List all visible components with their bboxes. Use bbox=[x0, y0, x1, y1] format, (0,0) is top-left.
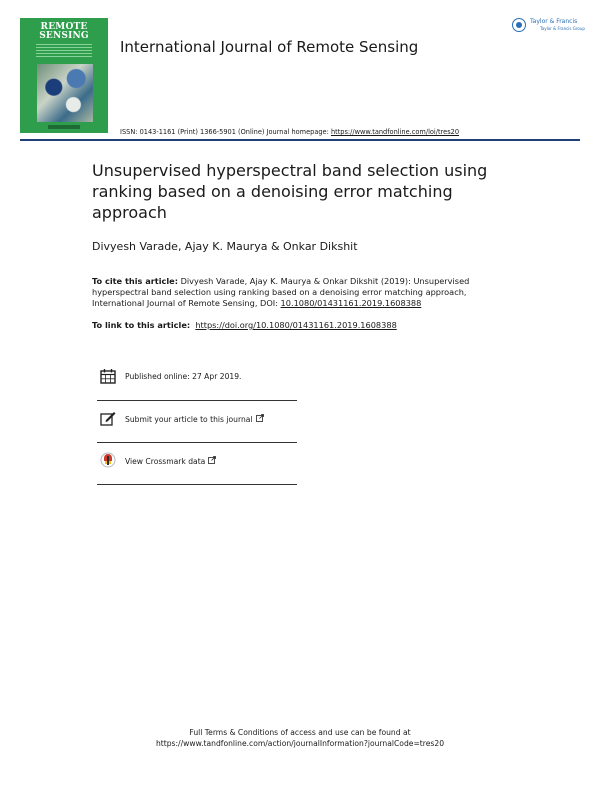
info-divider-3 bbox=[97, 484, 297, 485]
article-link-line bbox=[92, 320, 397, 330]
article-title: Unsupervised hyperspectral band selection using ranking based on a denoising error matching approach bbox=[92, 161, 488, 222]
crossmark-icon bbox=[100, 452, 116, 468]
publisher-logo-icon bbox=[512, 18, 526, 32]
submit-article-row[interactable] bbox=[97, 408, 297, 436]
crossmark-link[interactable] bbox=[125, 456, 216, 466]
crossmark-row[interactable] bbox=[97, 450, 297, 478]
submit-article-label: Submit your article to this journal bbox=[125, 415, 253, 424]
cover-satellite-image bbox=[37, 64, 93, 122]
footer bbox=[0, 727, 600, 749]
journal-title: International Journal of Remote Sensing bbox=[120, 38, 419, 56]
external-link-icon bbox=[256, 414, 264, 422]
cover-publisher-mark bbox=[48, 125, 80, 129]
journal-cover bbox=[20, 18, 108, 133]
cover-title-line2: SENSING bbox=[39, 31, 89, 41]
cite-doi-link[interactable]: 10.1080/01431161.2019.1608388 bbox=[280, 298, 422, 308]
calendar-icon bbox=[100, 368, 116, 384]
submit-article-link[interactable] bbox=[125, 414, 264, 424]
published-online-row bbox=[97, 366, 297, 394]
footer-terms-text: Full Terms & Conditions of access and use can be found at bbox=[189, 728, 411, 737]
publisher-logo-subtext: Taylor & Francis Group bbox=[540, 26, 585, 31]
publisher-logo-text: Taylor & Francis bbox=[530, 18, 578, 25]
journal-homepage-link[interactable]: https://www.tandfonline.com/loi/tres20 bbox=[330, 128, 460, 136]
published-online-text: Published online: 27 Apr 2019. bbox=[125, 372, 242, 381]
footer-terms-link[interactable]: https://www.tandfonline.com/action/journalInformation?journalCode=tres20 bbox=[155, 739, 445, 748]
article-authors: Divyesh Varade, Ajay K. Maurya & Onkar Dikshit bbox=[92, 240, 358, 253]
publisher-logo bbox=[512, 18, 584, 34]
info-divider-2 bbox=[97, 442, 297, 443]
link-label: To link to this article: bbox=[92, 320, 191, 330]
cover-subtitle-lines bbox=[36, 44, 92, 58]
cite-label: To cite this article: bbox=[92, 276, 178, 286]
cover-title bbox=[24, 23, 104, 41]
edit-icon bbox=[100, 410, 116, 426]
header-divider bbox=[20, 139, 580, 141]
cite-text: Divyesh Varade, Ajay K. Maurya & Onkar Dikshit (2019): Unsupervised hyperspectral band selection using ranking based on a denoising error matching approach, International Journal of Remote Sensing, DOI: bbox=[92, 276, 470, 308]
citation-block bbox=[92, 276, 512, 309]
issn-line bbox=[120, 128, 459, 136]
article-doi-link[interactable]: https://doi.org/10.1080/01431161.2019.1608388 bbox=[195, 320, 397, 330]
external-link-icon bbox=[208, 456, 216, 464]
crossmark-label: View Crossmark data bbox=[125, 457, 206, 466]
cover-title-line1: REMOTE bbox=[40, 22, 88, 32]
issn-text: ISSN: 0143-1161 (Print) 1366-5901 (Online) Journal homepage: bbox=[120, 128, 331, 136]
info-divider-1 bbox=[97, 400, 297, 401]
